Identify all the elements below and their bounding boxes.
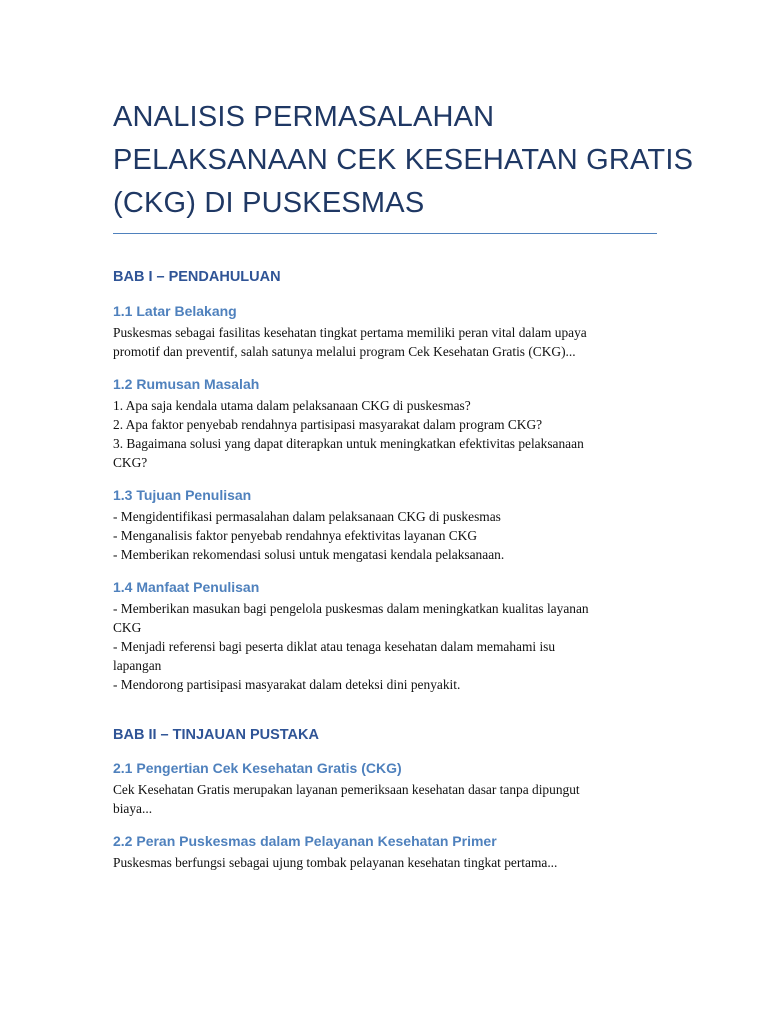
section-heading-1-4: 1.4 Manfaat Penulisan [113, 579, 260, 595]
body-line: - Mendorong partisipasi masyarakat dalam deteksi dini penyakit. [113, 677, 461, 692]
body-line: - Menjadi referensi bagi peserta diklat atau tenaga kesehatan dalam memahami isu [113, 639, 556, 654]
title-line: PELAKSANAAN CEK KESEHATAN GRATIS [113, 144, 694, 176]
body-line: Puskesmas sebagai fasilitas kesehatan tingkat pertama memiliki peran vital dalam upaya [113, 325, 587, 340]
body-line: Puskesmas berfungsi sebagai ujung tombak pelayanan kesehatan tingkat pertama... [113, 855, 558, 870]
document-page [113, 96, 694, 872]
section-heading-1-1: 1.1 Latar Belakang [113, 303, 237, 319]
section-heading-1-2: 1.2 Rumusan Masalah [113, 376, 260, 392]
chapter-heading-bab-2: BAB II – TINJAUAN PUSTAKA [113, 727, 319, 743]
body-line: 1. Apa saja kendala utama dalam pelaksanaan CKG di puskesmas? [113, 398, 471, 413]
body-line: - Memberikan masukan bagi pengelola puskesmas dalam meningkatkan kualitas layanan [113, 601, 589, 616]
body-line: CKG [113, 620, 142, 635]
section-heading-1-3: 1.3 Tujuan Penulisan [113, 487, 252, 503]
title-line: (CKG) DI PUSKESMAS [113, 187, 425, 219]
body-line: - Mengidentifikasi permasalahan dalam pelaksanaan CKG di puskesmas [113, 509, 501, 524]
body-line: - Menganalisis faktor penyebab rendahnya efektivitas layanan CKG [113, 528, 478, 543]
body-line: - Memberikan rekomendasi solusi untuk mengatasi kendala pelaksanaan. [113, 547, 505, 562]
section-body-1-4 [113, 599, 657, 694]
section-heading-2-2: 2.2 Peran Puskesmas dalam Pelayanan Kesehatan Primer [113, 833, 497, 849]
section-body-2-2 [113, 853, 657, 872]
body-line: promotif dan preventif, salah satunya melalui program Cek Kesehatan Gratis (CKG)... [113, 344, 576, 359]
body-line: 2. Apa faktor penyebab rendahnya partisipasi masyarakat dalam program CKG? [113, 417, 543, 432]
body-line: lapangan [113, 658, 162, 673]
section-body-2-1 [113, 780, 657, 818]
body-line: Cek Kesehatan Gratis merupakan layanan pemeriksaan kesehatan dasar tanpa dipungut [113, 782, 580, 797]
section-body-1-2 [113, 396, 657, 472]
chapter-heading-bab-1: BAB I – PENDAHULUAN [113, 269, 281, 285]
body-line: biaya... [113, 801, 153, 816]
document-title [113, 96, 694, 225]
body-line: 3. Bagaimana solusi yang dapat diterapkan untuk meningkatkan efektivitas pelaksanaan [113, 436, 584, 451]
section-body-1-1 [113, 323, 657, 361]
section-body-1-3 [113, 507, 657, 564]
body-line: CKG? [113, 455, 148, 470]
title-divider [113, 233, 657, 234]
title-line: ANALISIS PERMASALAHAN [113, 101, 495, 133]
section-heading-2-1: 2.1 Pengertian Cek Kesehatan Gratis (CKG) [113, 760, 402, 776]
